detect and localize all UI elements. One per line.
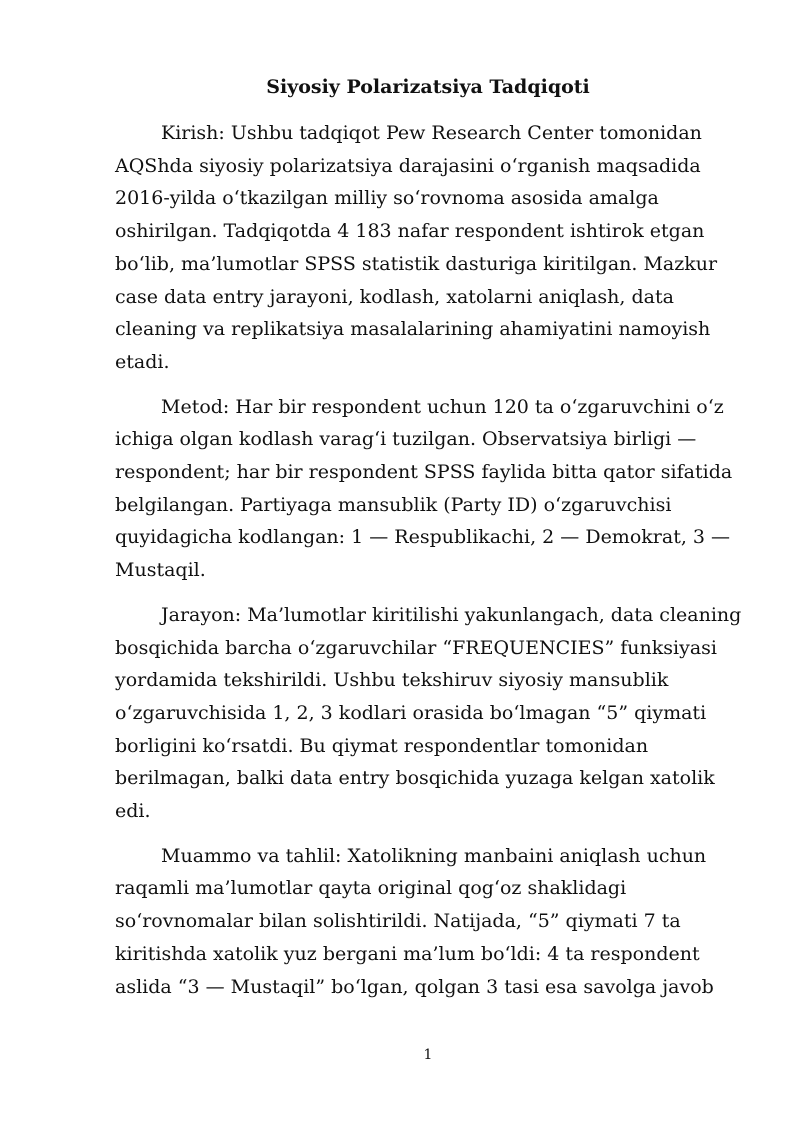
paragraph-method: Metod: Har bir respondent uchun 120 ta o‘zgaruvchini o‘z ichiga olgan kodlash varag‘i tuzilgan. Observatsiya birligi — respondent; har bir respondent SPSS faylida bitta qator sifatida belgilangan. Partiyaga mansublik (Party ID) o‘zgaruvchisi quyidagicha kodlangan: 1 — Respublikachi, 2 — Demokrat, 3 — Mustaqil. <box>115 395 733 582</box>
document-body <box>115 117 743 1015</box>
document-title: Siyosiy Polarizatsiya Tadqiqoti <box>266 76 590 98</box>
page-number: 1 <box>423 1047 433 1063</box>
paragraph-problem-analysis: Muammo va tahlil: Xatolikning manbaini aniqlash uchun raqamli ma’lumotlar qayta original qog‘oz shaklidagi so‘rovnomalar bilan solishtirildi. Natijada, “5” qiymati 7 ta kiritishda xatolik yuz bergani ma’lum bo‘ldi: 4 ta respondent aslida “3 — Mustaqil” bo‘lgan, qolgan 3 tasi esa savolga javob <box>115 844 714 998</box>
paragraph-introduction: Kirish: Ushbu tadqiqot Pew Research Center tomonidan AQShda siyosiy polarizatsiya darajasini o‘rganish maqsadida 2016-yilda o‘tkazilgan milliy so‘rovnoma asosida amalga oshirilgan. Tadqiqotda 4 183 nafar respondent ishtirok etgan bo‘lib, ma’lumotlar SPSS statistik dasturiga kiritilgan. Mazkur case data entry jarayoni, kodlash, xatolarni aniqlash, data cleaning va replikatsiya masalalarining ahamiyatini namoyish etadi. <box>115 122 718 373</box>
paragraph-process: Jarayon: Ma’lumotlar kiritilishi yakunlangach, data cleaning bosqichida barcha o‘zgaruvchilar “FREQUENCIES” funksiyasi yordamida tekshirildi. Ushbu tekshiruv siyosiy mansublik o‘zgaruvchisida 1, 2, 3 kodlari orasida bo‘lmagan “5” qiymati borligini ko‘rsatdi. Bu qiymat respondentlar tomonidan berilmagan, balki data entry bosqichida yuzaga kelgan xatolik edi. <box>115 603 742 823</box>
